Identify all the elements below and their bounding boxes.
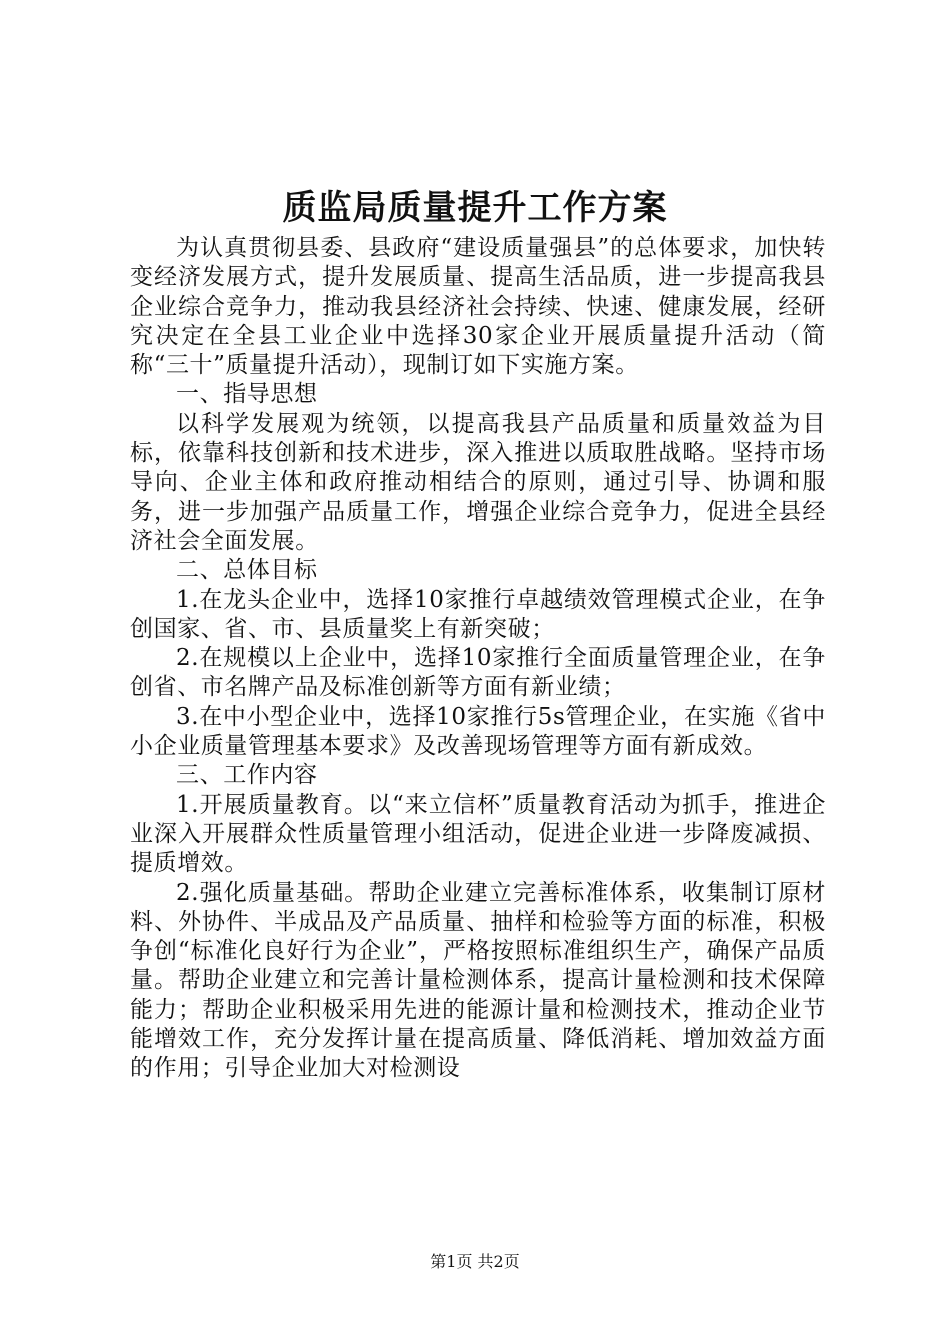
document-body — [130, 234, 826, 1084]
intro-paragraph: 为认真贯彻县委、县政府“建设质量强县”的总体要求，加快转变经济发展方式，提升发展质量、提高生活品质，进一步提高我县企业综合竞争力，推动我县经济社会持续、快速、健康发展，经研究决定在全县工业企业中选择30家企业开展质量提升活动（简称“三十”质量提升活动），现制订如下实施方案。 — [130, 235, 826, 379]
goal-item-2: 2.在规模以上企业中，选择10家推行全面质量管理企业，在争创省、市名牌产品及标准创新等方面有新业绩； — [130, 645, 826, 701]
page-footer: 第1页 共2页 — [430, 1252, 520, 1271]
document-title: 质监局质量提升工作方案 — [282, 188, 668, 228]
section-heading-work-content: 三、工作内容 — [176, 762, 318, 789]
work-item-2: 2.强化质量基础。帮助企业建立完善标准体系，收集制订原材料、外协件、半成品及产品质量、抽样和检验等方面的标准，积极争创“标准化良好行为企业”，严格按照标准组织生产，确保产品质量。帮助企业建立和完善计量检测体系，提高计量检测和技术保障能力；帮助企业积极采用先进的能源计量和检测技术，推动企业节能增效工作，充分发挥计量在提高质量、降低消耗、增加效益方面的作用；引导企业加大对检测设 — [130, 879, 826, 1082]
section-text-guiding-ideology: 以科学发展观为统领，以提高我县产品质量和质量效益为目标，依靠科技创新和技术进步，深入推进以质取胜战略。坚持市场导向、企业主体和政府推动相结合的原则，通过引导、协调和服务，进一步加强产品质量工作，增强企业综合竞争力，促进全县经济社会全面发展。 — [130, 410, 826, 554]
work-item-1: 1.开展质量教育。以“来立信杯”质量教育活动为抓手，推进企业深入开展群众性质量管理小组活动，促进企业进一步降废减损、提质增效。 — [130, 791, 826, 877]
section-heading-guiding-ideology: 一、指导思想 — [176, 381, 318, 408]
goal-item-3: 3.在中小型企业中，选择10家推行5s管理企业，在实施《省中小企业质量管理基本要求》及改善现场管理等方面有新成效。 — [130, 703, 826, 760]
section-heading-overall-goals: 二、总体目标 — [176, 557, 318, 584]
goal-item-1: 1.在龙头企业中，选择10家推行卓越绩效管理模式企业，在争创国家、省、市、县质量奖上有新突破； — [130, 586, 826, 642]
